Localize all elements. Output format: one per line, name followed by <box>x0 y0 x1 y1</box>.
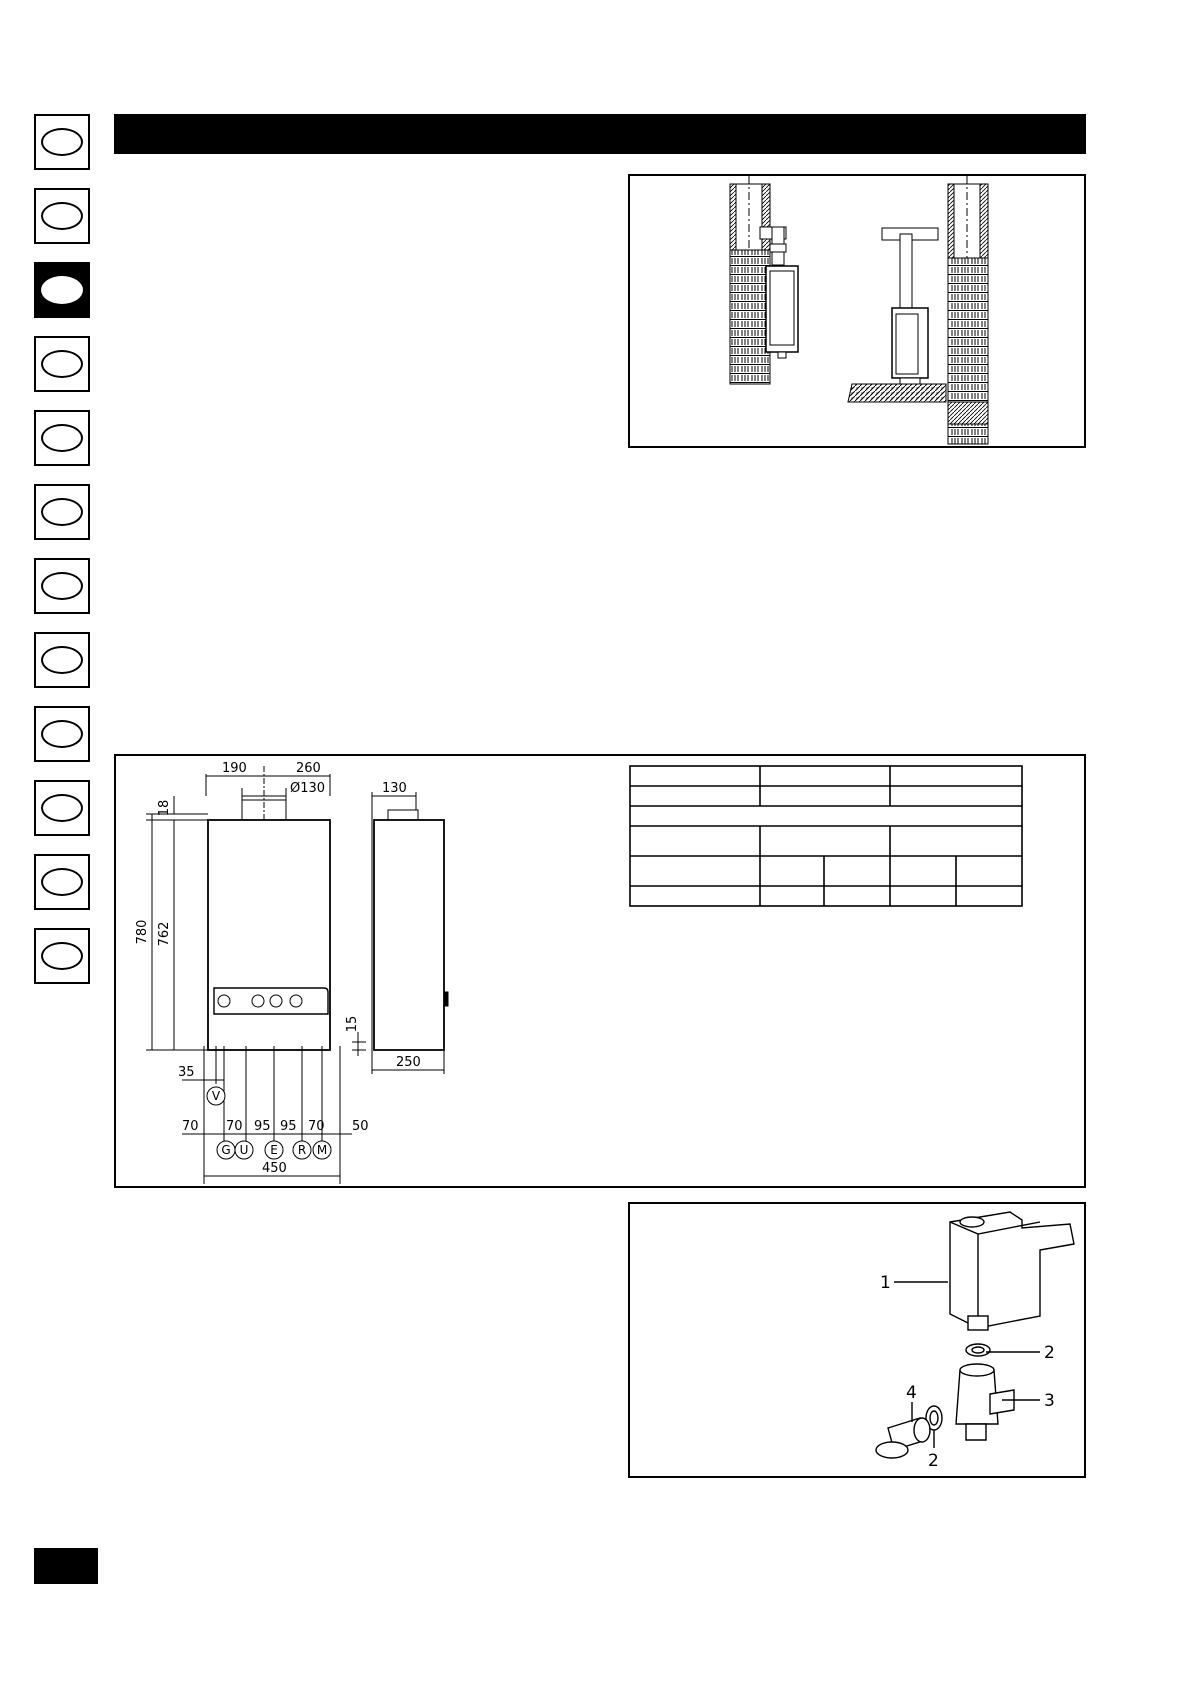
dimensions-figure <box>114 754 1086 1188</box>
fitting-figure <box>628 1202 1086 1478</box>
callout-2-top: 2 <box>1044 1343 1055 1363</box>
language-tab-4[interactable] <box>34 336 90 392</box>
dim-spacing-6: 50 <box>352 1119 369 1134</box>
dim-spacing-2: 70 <box>226 1119 243 1134</box>
language-tab-oval <box>41 202 83 230</box>
dimension-drawing <box>116 756 1084 1186</box>
language-tab-oval <box>41 350 83 378</box>
callout-3: 3 <box>1044 1391 1055 1411</box>
language-tab-8[interactable] <box>34 632 90 688</box>
dim-right-width: 260 <box>296 761 321 776</box>
language-tab-12[interactable] <box>34 928 90 984</box>
language-tab-10[interactable] <box>34 780 90 836</box>
language-tab-oval <box>41 942 83 970</box>
dim-v-offset: 35 <box>178 1065 195 1080</box>
language-tab-oval <box>41 128 83 156</box>
language-tab-5[interactable] <box>34 410 90 466</box>
right-boiler-flue <box>882 228 938 384</box>
left-wall <box>730 176 770 384</box>
dim-depth: 250 <box>396 1055 421 1070</box>
connection-label-e: E <box>270 1143 278 1157</box>
dim-side-offset: 130 <box>382 781 407 796</box>
language-tab-oval <box>41 646 83 674</box>
fitting-illustration <box>630 1204 1084 1476</box>
language-tab-oval <box>41 276 83 304</box>
dim-flue-diameter: Ø130 <box>290 781 326 796</box>
connection-label-v: V <box>211 1089 221 1103</box>
page-number-box <box>34 1548 98 1584</box>
language-tab-11[interactable] <box>34 854 90 910</box>
callout-1: 1 <box>880 1273 891 1293</box>
right-wall <box>948 176 988 444</box>
dim-spacing-4: 95 <box>280 1119 297 1134</box>
language-tab-oval <box>41 794 83 822</box>
dim-spacing-5: 70 <box>308 1119 325 1134</box>
installation-figure <box>628 174 1086 448</box>
floor <box>848 384 946 402</box>
language-tab-oval <box>41 572 83 600</box>
language-tab-oval <box>41 498 83 526</box>
language-tab-3-active[interactable] <box>34 262 90 318</box>
language-tab-1[interactable] <box>34 114 90 170</box>
connection-label-r: R <box>297 1143 307 1157</box>
boiler-side-outline <box>374 820 444 1050</box>
language-tab-7[interactable] <box>34 558 90 614</box>
installation-illustration <box>630 176 1084 446</box>
callout-4: 4 <box>906 1383 917 1403</box>
boiler-front-outline <box>208 820 330 1050</box>
language-tab-oval <box>41 868 83 896</box>
language-tab-6[interactable] <box>34 484 90 540</box>
dim-spacing-3: 95 <box>254 1119 271 1134</box>
connection-label-u: U <box>239 1143 249 1157</box>
language-tab-9[interactable] <box>34 706 90 762</box>
dim-bottom-gap: 15 <box>345 1015 360 1033</box>
dim-body-height: 762 <box>157 921 172 947</box>
connection-label-g: G <box>221 1143 231 1157</box>
spec-table <box>630 766 1022 906</box>
dim-top-gap: 18 <box>157 799 172 817</box>
language-tab-oval <box>41 720 83 748</box>
dim-left-width: 190 <box>222 761 247 776</box>
language-tab-2[interactable] <box>34 188 90 244</box>
dim-total-height: 780 <box>135 919 150 945</box>
section-title-bar <box>114 114 1086 154</box>
language-tab-oval <box>41 424 83 452</box>
callout-2-bottom: 2 <box>928 1451 939 1471</box>
connection-label-m: M <box>316 1143 328 1157</box>
dim-spacing-1: 70 <box>182 1119 199 1134</box>
dim-total-width: 450 <box>262 1161 287 1176</box>
